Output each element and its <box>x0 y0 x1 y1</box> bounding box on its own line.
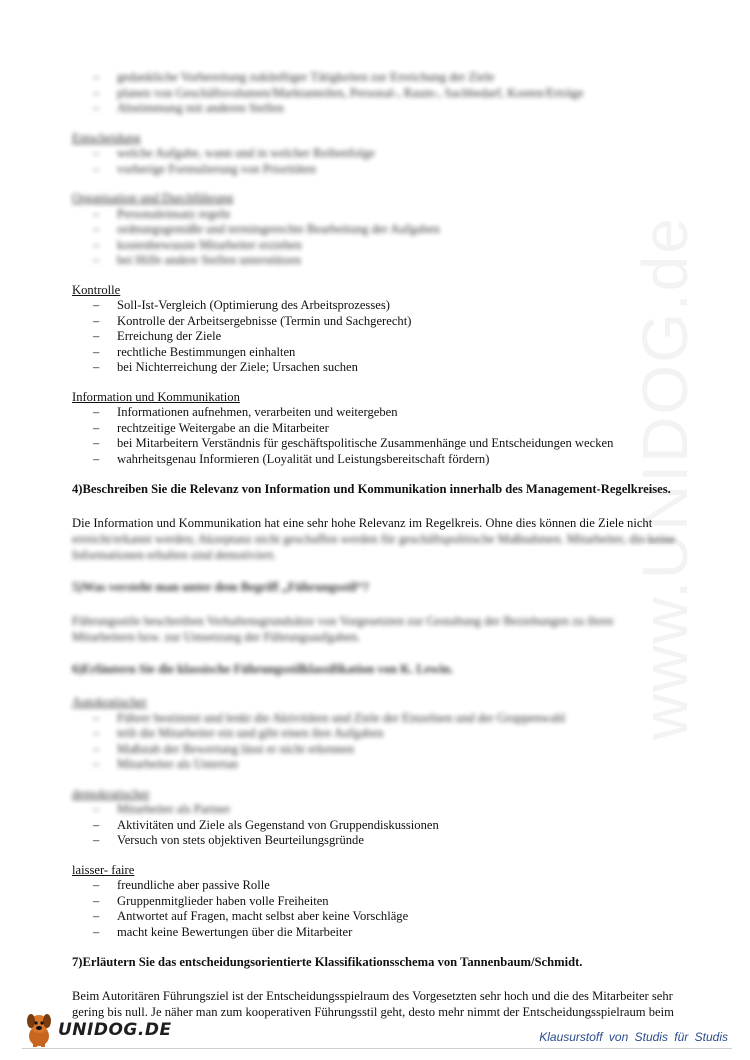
section-title: laisser- faire <box>72 862 135 877</box>
list-item: – Versuch von stets objektiven Beurteilungsgründe <box>72 833 682 849</box>
info-list <box>72 405 682 467</box>
logo-text: UNIDOG.DE <box>58 1020 172 1040</box>
footer-tagline: Klausurstoff von Studis für Studis <box>539 1030 728 1044</box>
organisation-section <box>72 191 682 269</box>
answer-line: gering bis null. Je näher man zum kooperativen Führungsstil geht, desto mehr nimmt der Entscheidungsspielraum beim <box>72 1005 674 1019</box>
list-item: – gedankliche Vorbereitung zukünftiger Tätigkeiten zur Erreichung der Ziele <box>72 70 682 86</box>
list-item: – Abstimmung mit anderen Stellen <box>72 101 682 117</box>
list-item: – Erreichung der Ziele <box>72 329 682 345</box>
kontrolle-section <box>72 283 682 376</box>
question-4: 4)Beschreiben Sie die Relevanz von Information und Kommunikation innerhalb des Management-Regelkreises. <box>72 482 671 496</box>
list-item: – welche Aufgabe, wann und in welcher Reihenfolge <box>72 146 682 162</box>
footer-logo[interactable] <box>22 1012 172 1048</box>
question-6: 6)Erläutern Sie die klassische Führungsstilklassifikation von K. Lewin. <box>72 662 454 676</box>
list-item: – Mitarbeiter als Partner <box>72 802 682 818</box>
list-item: – Antwortet auf Fragen, macht selbst aber keine Vorschläge <box>72 909 682 925</box>
question-7: 7)Erläutern Sie das entscheidungsorientierte Klassifikationsschema von Tannenbaum/Schmidt. <box>72 955 583 969</box>
planung-section <box>72 70 682 117</box>
list-item: – planen von Geschäftsvolumen/Marktanteilen, Personal-, Raum-, Sachbedarf, Kosten/Erträge <box>72 86 682 102</box>
section-title: Information und Kommunikation <box>72 389 240 404</box>
answer-5 <box>72 613 682 645</box>
answer-4 <box>72 515 682 563</box>
answer-line: Beim Autoritären Führungsziel ist der Entscheidungsspielraum des Vorgesetzten sehr hoch und die des Mitarbeiter sehr <box>72 989 673 1003</box>
list-item: – Mitarbeiter als Untertan <box>72 757 682 773</box>
list-item: – Personaleinsatz regeln <box>72 207 682 223</box>
watermark: www.UNIDOG.de <box>629 216 701 740</box>
section-title: Organisation und Durchführung <box>72 191 234 205</box>
list-item: – vorherige Formulierung von Prioritäten <box>72 162 682 178</box>
entscheidung-section <box>72 131 682 178</box>
section-title: demokratischer <box>72 786 150 801</box>
dog-mascot-icon <box>22 1012 56 1048</box>
list-item: – Führer bestimmt und lenkt die Aktivitäten und Ziele der Einzelnen und der Gruppenwahl <box>72 711 682 727</box>
planung-list <box>72 70 682 117</box>
list-item: – ordnungsgemäße und termingerechte Bearbeitung der Aufgaben <box>72 222 682 238</box>
blurred-top <box>72 70 682 269</box>
question-5: 5)Was versteht man unter dem Begriff „Führungsstil“? <box>72 580 370 594</box>
list-item: – wahrheitsgenau Informieren (Loyalität und Leistungsbereitschaft fördern) <box>72 452 682 468</box>
list-item: – Informationen aufnehmen, verarbeiten und weitergeben <box>72 405 682 421</box>
section-title: Kontrolle <box>72 282 121 297</box>
list-item: – rechtliche Bestimmungen einhalten <box>72 345 682 361</box>
list-item: – Maßstab der Bewertung lässt er nicht erkennen <box>72 742 682 758</box>
list-item: – bei Mitarbeitern Verständnis für geschäftspolitische Zusammenhänge und Entscheidungen wecken <box>72 436 682 452</box>
section-title: Entscheidung <box>72 130 141 145</box>
list-item: – kostenbewusste Mitarbeiter erziehen <box>72 238 682 254</box>
answer-line: Die Information und Kommunikation hat eine sehr hohe Relevanz im Regelkreis. Ohne dies können die Ziele nicht <box>72 516 653 530</box>
organisation-list <box>72 207 682 269</box>
demokratisch-list <box>72 818 682 849</box>
list-item: – bei Nichterreichung der Ziele; Ursachen suchen <box>72 360 682 376</box>
demokratisch-section <box>72 787 682 849</box>
answer-line: Mitarbeitern bzw. zur Umsetzung der Führungsaufgaben. <box>72 630 361 644</box>
laissez-list <box>72 878 682 940</box>
list-item: – rechtzeitige Weitergabe an die Mitarbeiter <box>72 421 682 437</box>
list-item: – bei Hilfe andere Stellen unterstützen <box>72 253 682 269</box>
laissez-section <box>72 863 682 941</box>
answer-line: erreicht/erkannt werden; Akzeptanz nicht geschaffen werden für geschäftspolitische Maßnahmen. Mitarbeiter, die keine <box>72 532 676 546</box>
list-item: – macht keine Bewertungen über die Mitarbeiter <box>72 925 682 941</box>
autoritaer-section <box>72 695 682 773</box>
list-item: – teilt die Mitarbeiter ein und gibt einen ihre Aufgaben <box>72 726 682 742</box>
list-item: – freundliche aber passive Rolle <box>72 878 682 894</box>
list-item: – Gruppenmitglieder haben volle Freiheiten <box>72 894 682 910</box>
answer-line: Führungsstile beschreiben Verhaltensgrundsätze von Vorgesetzten zur Gestaltung der Beziehungen zu ihren <box>72 614 614 628</box>
document-page <box>72 70 682 1036</box>
list-item: – Kontrolle der Arbeitsergebnisse (Termin und Sachgerecht) <box>72 314 682 330</box>
footer-divider <box>22 1048 732 1049</box>
blurred-middle <box>72 579 682 773</box>
autoritaer-list <box>72 711 682 773</box>
list-item: – Soll-Ist-Vergleich (Optimierung des Arbeitsprozesses) <box>72 298 682 314</box>
entscheidung-list <box>72 146 682 177</box>
answer-line: Informationen erhalten sind demotiviert. <box>72 548 277 562</box>
list-item: – Aktivitäten und Ziele als Gegenstand von Gruppendiskussionen <box>72 818 682 834</box>
kontrolle-list <box>72 298 682 376</box>
section-title: Autokratischer <box>72 695 147 709</box>
info-section <box>72 390 682 468</box>
